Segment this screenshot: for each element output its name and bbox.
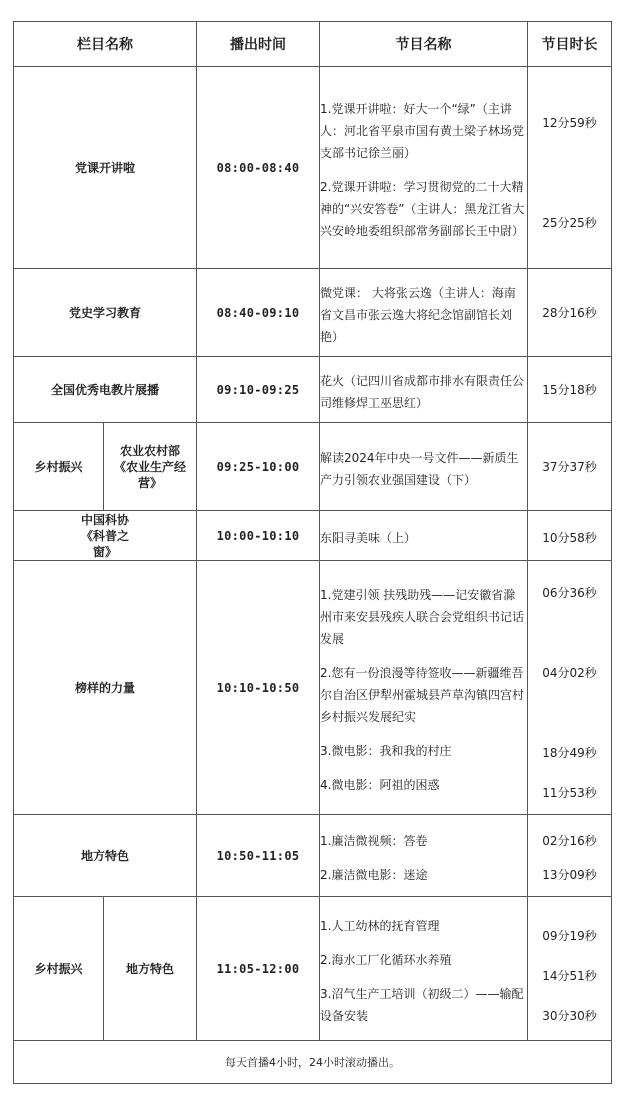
duration: 25分25秒 [542, 215, 597, 230]
duration: 12分59秒 [542, 115, 597, 130]
program-name: 解读2024年中央一号文件——新质生产力引领农业强国建设（下） [320, 450, 519, 487]
program-name: 2.廉洁微电影：迷途 [320, 867, 428, 882]
header-column: 栏目名称 [14, 22, 197, 67]
table-row [14, 269, 612, 357]
column-name: 党史学习教育 [14, 269, 197, 357]
footer-row [14, 1041, 612, 1084]
table-row [14, 511, 612, 561]
broadcast-time: 08:40-09:10 [197, 269, 320, 357]
duration: 11分53秒 [542, 785, 597, 800]
program-cell [320, 357, 528, 423]
program-name: 3.微电影：我和我的村庄 [320, 743, 452, 758]
table-row [14, 357, 612, 423]
table-row [14, 423, 612, 511]
program-cell [320, 269, 528, 357]
duration-cell [528, 423, 612, 511]
program-name: 2.您有一份浪漫等待签收——新疆维吾尔自治区伊犁州霍城县芦草沟镇四宫村乡村振兴发展纪实 [320, 665, 525, 724]
duration: 06分36秒 [542, 585, 597, 600]
sub-column-name: 地方特色 [104, 897, 197, 1041]
duration-cell [528, 269, 612, 357]
broadcast-time: 10:00-10:10 [197, 511, 320, 561]
column-name: 榜样的力量 [14, 561, 197, 815]
duration: 10分58秒 [542, 530, 597, 545]
header-time: 播出时间 [197, 22, 320, 67]
column-name: 中国科协《科普之窗》 [14, 511, 197, 561]
duration: 37分37秒 [542, 459, 597, 474]
broadcast-time: 10:10-10:50 [197, 561, 320, 815]
program-cell [320, 423, 528, 511]
program-name: 微党课： 大将张云逸（主讲人：海南省文昌市张云逸大将纪念馆副馆长刘艳） [320, 285, 516, 344]
column-name: 乡村振兴 [14, 423, 104, 511]
program-cell [320, 511, 528, 561]
column-name: 地方特色 [14, 815, 197, 897]
header-duration: 节目时长 [528, 22, 612, 67]
broadcast-time: 11:05-12:00 [197, 897, 320, 1041]
duration: 30分30秒 [542, 1008, 597, 1023]
program-name: 2.党课开讲啦：学习贯彻党的二十大精神的“兴安答卷”（主讲人：黑龙江省大兴安岭地委组织部常务副部长王中尉） [320, 179, 525, 238]
column-name: 全国优秀电教片展播 [14, 357, 197, 423]
program-name: 1.党建引领 扶残助残——记安徽省滁州市来安县残疾人联合会党组织书记话发展 [320, 587, 525, 646]
broadcast-time: 08:00-08:40 [197, 67, 320, 269]
duration-cell [528, 897, 612, 1041]
table-row [14, 561, 612, 815]
duration: 28分16秒 [542, 305, 597, 320]
duration: 13分09秒 [542, 867, 597, 882]
program-cell [320, 815, 528, 897]
duration-cell [528, 357, 612, 423]
duration-cell [528, 67, 612, 269]
program-name: 花火（记四川省成都市排水有限责任公司维修焊工巫思红） [320, 373, 525, 410]
sub-column-name: 农业农村部《农业生产经营》 [104, 423, 197, 511]
program-name: 2.海水工厂化循环水养殖 [320, 952, 452, 967]
header-program: 节目名称 [320, 22, 528, 67]
table-row [14, 897, 612, 1041]
program-name: 1.人工幼林的抚育管理 [320, 918, 440, 933]
duration: 18分49秒 [542, 745, 597, 760]
column-name: 党课开讲啦 [14, 67, 197, 269]
schedule-table [13, 21, 612, 1084]
duration: 02分16秒 [542, 833, 597, 848]
program-name: 3.沼气生产工培训（初级二）——输配设备安装 [320, 986, 524, 1023]
table-row [14, 815, 612, 897]
broadcast-time: 10:50-11:05 [197, 815, 320, 897]
duration: 15分18秒 [542, 382, 597, 397]
program-cell [320, 67, 528, 269]
program-cell [320, 897, 528, 1041]
program-name: 4.微电影：阿祖的困惑 [320, 777, 440, 792]
program-name: 1.廉洁微视频：答卷 [320, 833, 428, 848]
broadcast-time: 09:25-10:00 [197, 423, 320, 511]
program-name: 东阳寻美味（上） [320, 530, 417, 545]
column-name: 乡村振兴 [14, 897, 104, 1041]
duration-cell [528, 561, 612, 815]
program-cell [320, 561, 528, 815]
duration-cell [528, 815, 612, 897]
header-row [14, 22, 612, 67]
duration: 09分19秒 [542, 928, 597, 943]
duration: 14分51秒 [542, 968, 597, 983]
table-row [14, 67, 612, 269]
program-name: 1.党课开讲啦：好大一个“绿”（主讲人：河北省平泉市国有黄土梁子林场党支部书记徐兰丽） [320, 101, 525, 160]
duration: 04分02秒 [542, 665, 597, 680]
footer-note: 每天首播4小时，24小时滚动播出。 [14, 1041, 612, 1084]
duration-cell [528, 511, 612, 561]
broadcast-time: 09:10-09:25 [197, 357, 320, 423]
